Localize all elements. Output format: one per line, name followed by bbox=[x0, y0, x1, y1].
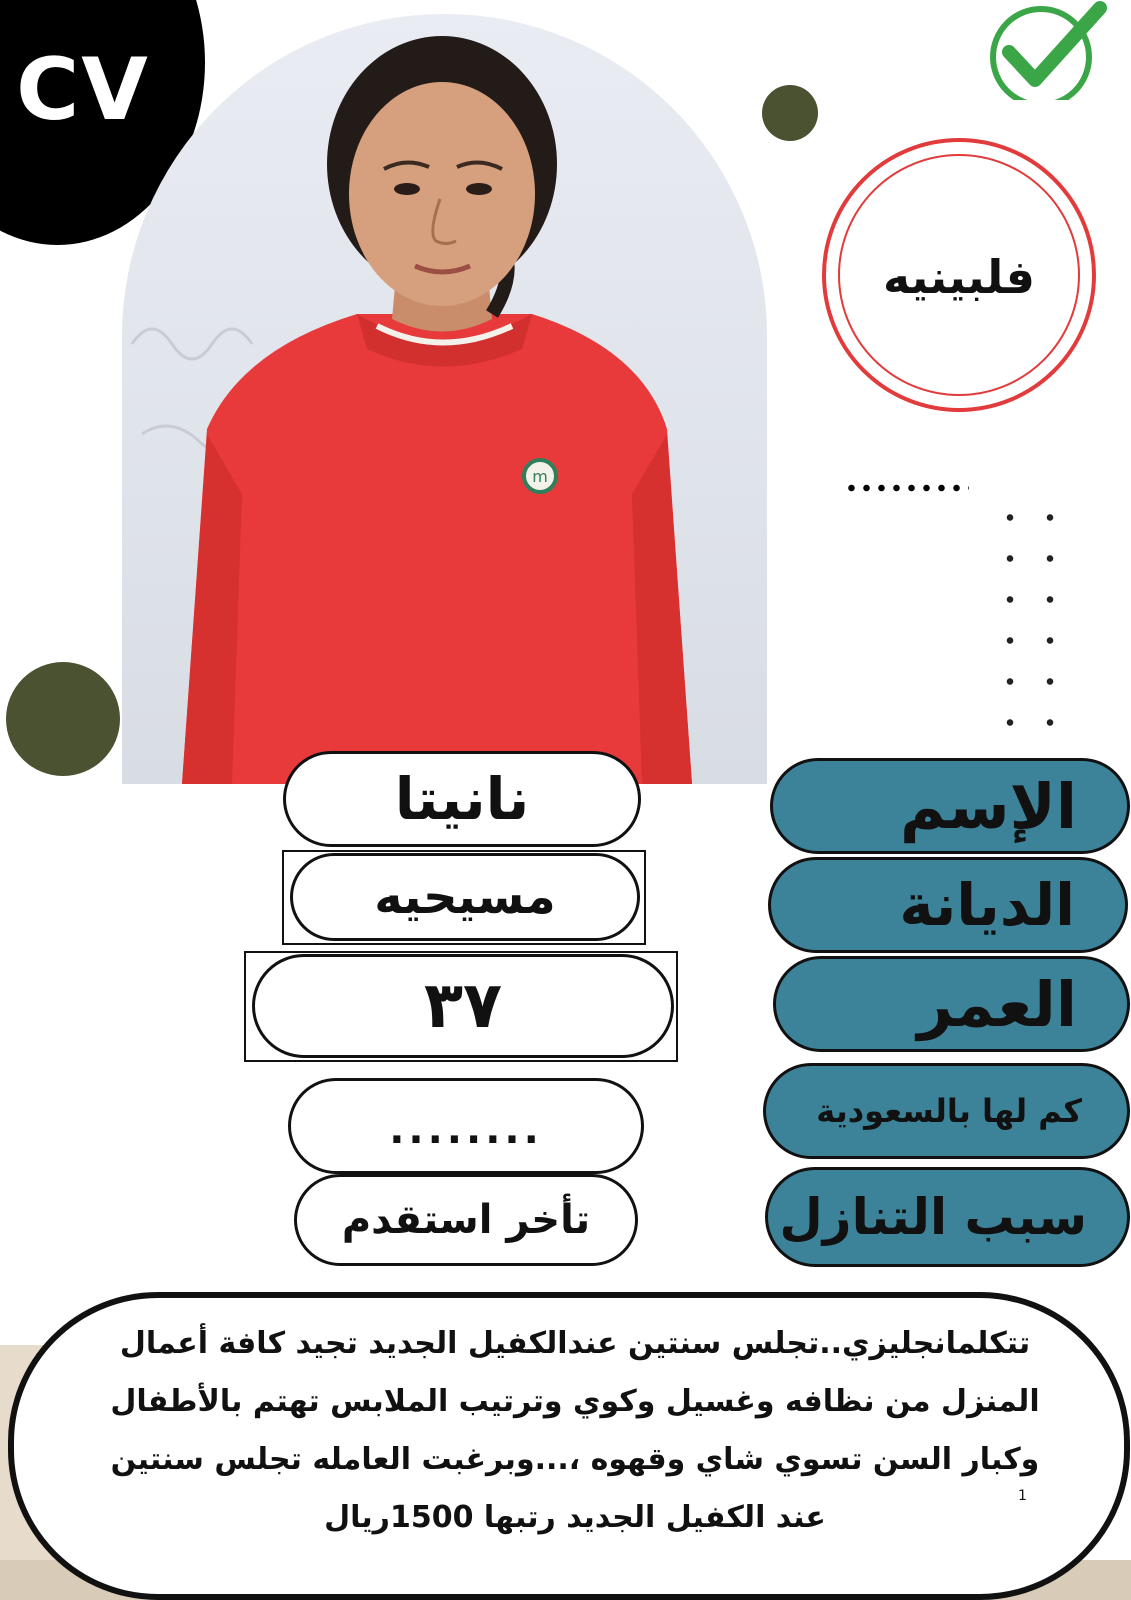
value-years-in-saudi: ........ bbox=[288, 1078, 644, 1174]
worker-photo bbox=[122, 14, 767, 784]
label-years-in-saudi: كم لها بالسعودية bbox=[763, 1063, 1130, 1159]
page-number: 1 bbox=[1018, 1488, 1027, 1504]
label-age: العمر bbox=[773, 956, 1130, 1052]
olive-dot-top bbox=[762, 85, 818, 141]
country-label: فلبينيه bbox=[883, 250, 1035, 304]
value-religion: مسيحيه bbox=[290, 853, 640, 941]
check-circle-icon bbox=[985, 0, 1110, 100]
person-photo bbox=[122, 14, 767, 784]
dot-grid-decoration bbox=[990, 497, 1086, 727]
note-text: تتكلمانجليزي..تجلس سنتين عندالكفيل الجديد تجيد كافة أعمال المنزل من نظافه وغسيل وكوي وترتيب الملابس تهتم بالأطفال وكبار السن تسوي شاي وقهوه ،...وبرغبت العامله تجلس سنتين عند الكفيل الجديد رتبها 1500ريال bbox=[110, 1326, 1040, 1535]
value-name: نانيتا bbox=[283, 751, 641, 847]
value-reason: تأخر استقدم bbox=[294, 1174, 638, 1266]
label-reason: سبب التنازل bbox=[765, 1167, 1130, 1267]
olive-dot-left bbox=[6, 662, 120, 776]
label-religion: الديانة bbox=[768, 857, 1128, 953]
value-age: ٣٧ bbox=[252, 954, 674, 1058]
svg-text:m: m bbox=[532, 467, 548, 486]
label-name: الإسم bbox=[770, 758, 1130, 854]
cv-badge: CV bbox=[16, 40, 150, 140]
dotted-line-decoration bbox=[844, 484, 969, 492]
